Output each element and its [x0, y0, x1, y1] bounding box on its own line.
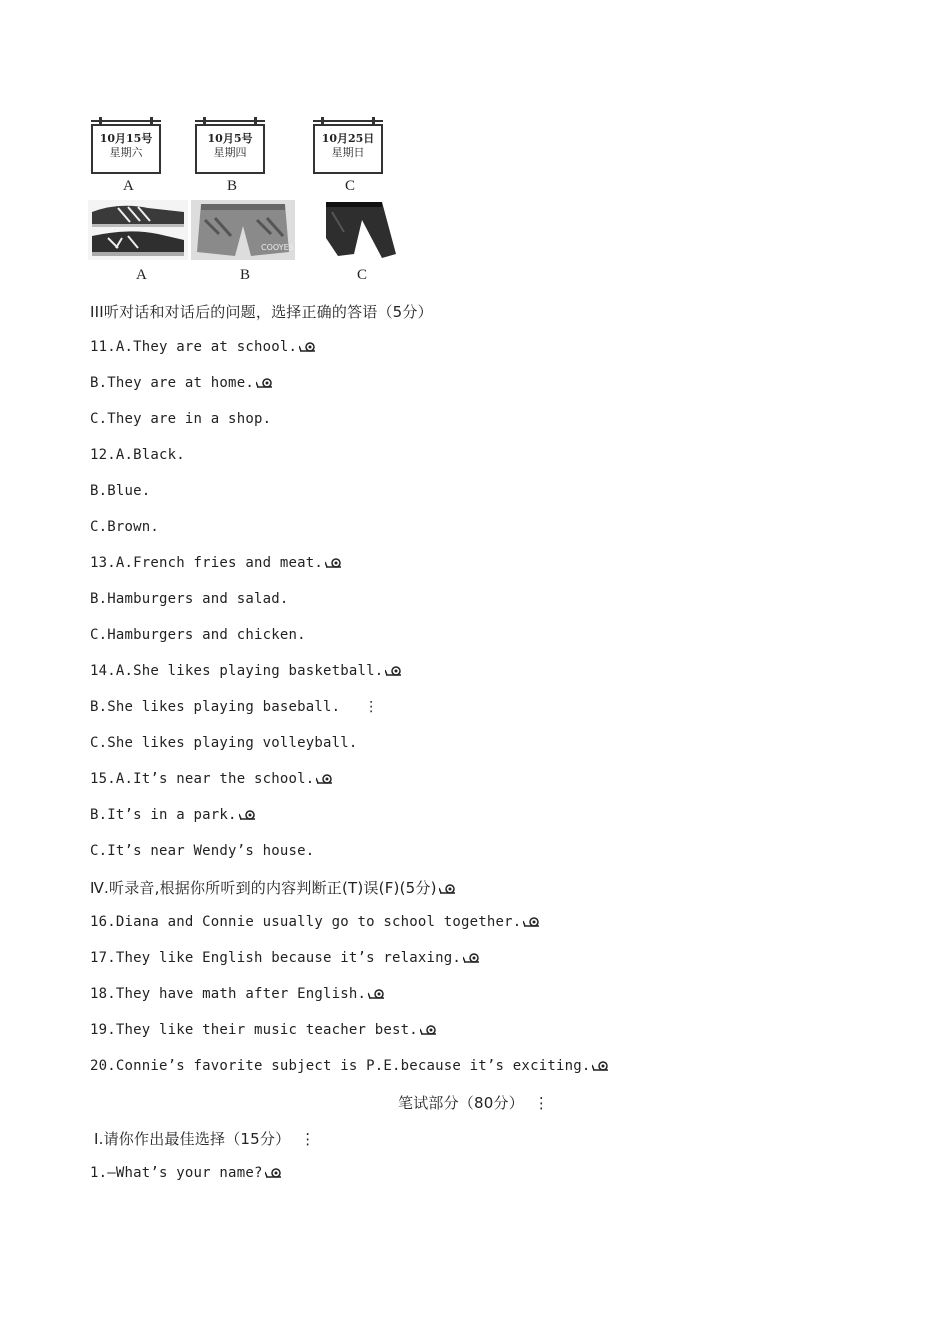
question-13-c: C.Hamburgers and chicken.	[90, 627, 306, 643]
written-part-heading: 笔试部分（80分） ⋮	[398, 1094, 550, 1112]
calendar-weekday: 星期六	[109, 146, 143, 159]
snail-icon	[420, 1025, 438, 1035]
shorts-brand-text: COOYES	[261, 243, 294, 252]
calendar-a	[91, 124, 161, 174]
question-13-a: 13.A.French fries and meat.	[90, 555, 343, 571]
clothes-label-c: C	[357, 267, 368, 283]
calendar-label-b: B	[227, 178, 238, 194]
snail-icon	[265, 1168, 283, 1178]
section-iv-heading: Ⅳ.听录音,根据你所听到的内容判断正(T)误(F)(5分)	[90, 877, 457, 898]
question-15-c: C.It’s near Wendy’s house.	[90, 843, 315, 859]
snail-icon	[592, 1061, 610, 1071]
section-i-heading: Ⅰ.请你作出最佳选择（15分） ⋮	[94, 1130, 316, 1148]
snail-icon	[239, 810, 257, 820]
calendar-c	[313, 124, 383, 174]
snail-icon	[463, 953, 481, 963]
snail-icon	[325, 558, 343, 568]
calendar-b	[195, 124, 265, 174]
question-11-b: B.They are at home.	[90, 375, 274, 391]
trousers-icon	[318, 198, 402, 260]
question-14-b: B.She likes playing baseball. ⋮	[90, 699, 379, 715]
question-15-b: B.It’s in a park.	[90, 807, 257, 823]
statement-16: 16.Diana and Connie usually go to school together.	[90, 914, 541, 930]
question-1: 1.—What’s your name?	[90, 1165, 283, 1181]
snail-icon	[316, 774, 334, 784]
dots-mark: ⋮	[533, 1094, 550, 1112]
dots-mark: ⋮	[300, 1130, 316, 1148]
clothes-label-a: A	[136, 267, 147, 283]
snail-icon	[385, 666, 403, 676]
question-12-b: B.Blue.	[90, 483, 151, 499]
dots-mark: ⋮	[364, 699, 379, 715]
question-11-c: C.They are in a shop.	[90, 411, 272, 427]
question-13-b: B.Hamburgers and salad.	[90, 591, 289, 607]
statement-20: 20.Connie’s favorite subject is P.E.because it’s exciting.	[90, 1058, 610, 1074]
calendar-date: 10月15号	[99, 132, 153, 145]
statement-19: 19.They like their music teacher best.	[90, 1022, 438, 1038]
snail-icon	[439, 884, 457, 894]
calendar-weekday: 星期四	[213, 146, 247, 159]
clothes-label-b: B	[240, 267, 251, 283]
statement-17: 17.They like English because it’s relaxing.	[90, 950, 481, 966]
question-12-a: 12.A.Black.	[90, 447, 185, 463]
snail-icon	[523, 917, 541, 927]
section-iii-heading: III听对话和对话后的问题，选择正确的答语（5分）	[90, 303, 433, 321]
question-11-a: 11.A.They are at school.	[90, 339, 317, 355]
calendar-date: 10月25日	[321, 132, 375, 145]
calendar-weekday: 星期日	[331, 146, 365, 159]
question-14-c: C.She likes playing volleyball.	[90, 735, 358, 751]
sneakers-icon	[88, 200, 188, 260]
snail-icon	[299, 342, 317, 352]
statement-18: 18.They have math after English.	[90, 986, 386, 1002]
calendar-label-a: A	[123, 178, 134, 194]
calendar-label-c: C	[345, 178, 356, 194]
question-14-a: 14.A.She likes playing basketball.	[90, 663, 403, 679]
question-15-a: 15.A.It’s near the school.	[90, 771, 334, 787]
question-12-c: C.Brown.	[90, 519, 160, 535]
shorts-icon	[191, 200, 295, 260]
calendar-date: 10月5号	[207, 132, 253, 145]
snail-icon	[256, 378, 274, 388]
snail-icon	[368, 989, 386, 999]
